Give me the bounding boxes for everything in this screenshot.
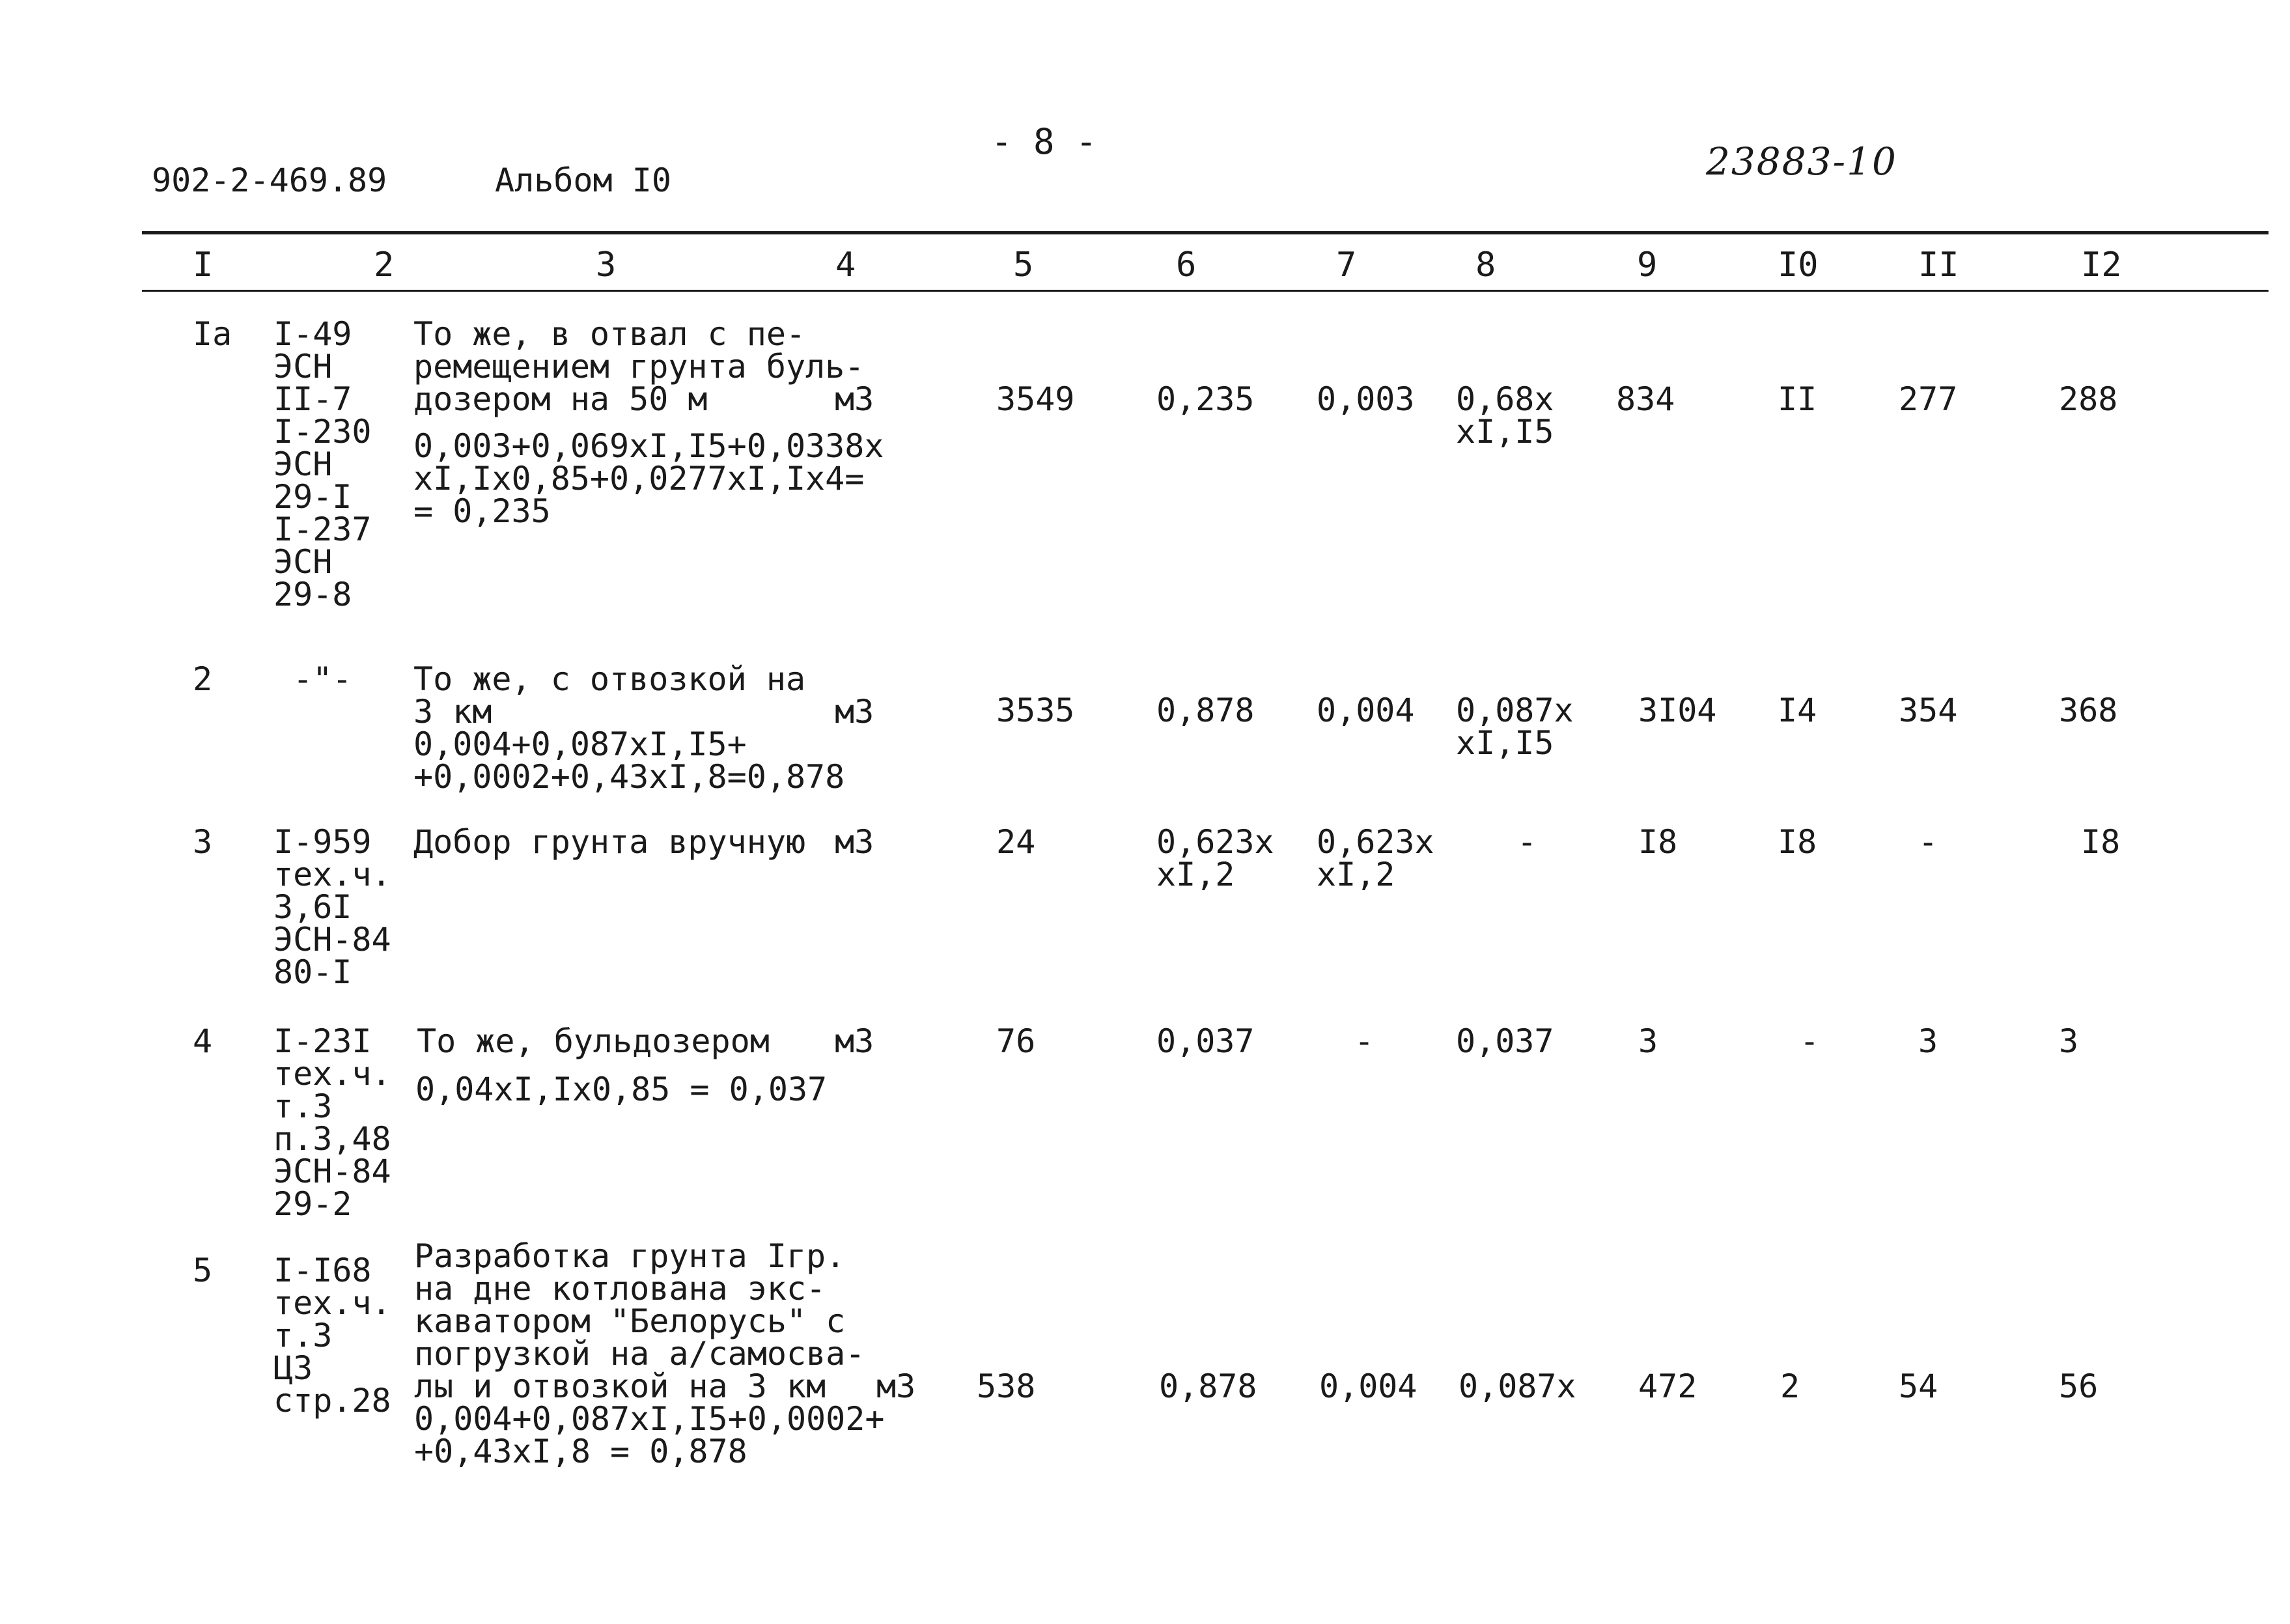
cell-col10: 2	[1780, 1367, 1800, 1405]
column-header: 9	[1637, 245, 1658, 285]
cell-col8: 0,037	[1456, 1022, 1554, 1060]
formula: 0,04xI,Ix0,85 = 0,037	[415, 1071, 828, 1108]
work-description: То же, в отвал с пе- ремещением грунта буль- дозером на 50 м	[413, 315, 865, 418]
work-description: То же, с отвозкой на 3 км	[413, 660, 806, 731]
cell-col6: 0,878	[1156, 692, 1255, 729]
cell-col11: -	[1918, 823, 1938, 861]
cell-col11: 354	[1899, 692, 1958, 729]
column-header: I	[193, 245, 214, 285]
cell-col8: 0,087x xI,I5	[1456, 692, 1574, 762]
cell-col7: 0,623x xI,2	[1317, 823, 1434, 893]
cell-col6: 0,235	[1156, 380, 1255, 418]
document-number: 902-2-469.89	[152, 161, 387, 199]
cell-col10: I4	[1778, 692, 1817, 729]
column-header: 7	[1336, 245, 1357, 285]
work-description: Добор грунта вручную	[413, 823, 806, 861]
cell-col6: 0,037	[1156, 1022, 1255, 1060]
cell-col12: 288	[2059, 380, 2118, 418]
unit: м3	[835, 693, 874, 731]
album-label: Альбом I0	[495, 161, 671, 199]
formula: 0,003+0,069xI,I5+0,0338x xI,Ix0,85+0,0277xI,Ix4= = 0,235	[413, 427, 884, 530]
norm-code: I-49 ЭСН II-7 I-230 ЭСН 29-I I-237 ЭСН 29-8	[273, 315, 372, 613]
cell-col5: 538	[977, 1367, 1036, 1405]
column-header: II	[1918, 245, 1959, 285]
formula: 0,004+0,087xI,I5+0,0002+ +0,43xI,8 = 0,878	[414, 1400, 885, 1470]
cell-col6: 0,878	[1159, 1367, 1257, 1405]
norm-code: -"-	[293, 660, 352, 698]
cell-col10: II	[1778, 380, 1817, 418]
handwritten-number: 23883-10	[1706, 139, 1897, 184]
unit: м3	[835, 380, 874, 418]
table-header-rule	[142, 290, 2269, 292]
cell-col11: 3	[1918, 1022, 1938, 1060]
cell-col5: 24	[996, 823, 1036, 861]
cell-col9: 3I04	[1638, 692, 1717, 729]
cell-col11: 54	[1899, 1367, 1938, 1405]
row-number: 4	[193, 1022, 213, 1060]
page-number: - 8 -	[991, 121, 1097, 162]
cell-col5: 3535	[996, 692, 1075, 729]
row-number: 2	[193, 660, 213, 698]
column-header: 3	[596, 245, 617, 285]
work-description: Разработка грунта Iгр. на дне котлована экс- каватором "Белорусь" с погрузкой на а/самосва- лы и отвозкой на 3 км	[414, 1237, 865, 1405]
cell-col6: 0,623x xI,2	[1156, 823, 1274, 893]
row-number: Ia	[193, 315, 232, 353]
work-description: То же, бульдозером	[417, 1022, 770, 1060]
cell-col11: 277	[1899, 380, 1958, 418]
column-header: 4	[835, 245, 856, 285]
norm-code: I-959 тех.ч. 3,6I ЭСН-84 80-I	[273, 823, 391, 991]
cell-col9: 834	[1616, 380, 1675, 418]
unit: м3	[876, 1367, 916, 1405]
formula: 0,004+0,087xI,I5+ +0,0002+0,43xI,8=0,878	[413, 725, 845, 796]
cell-col7: 0,004	[1317, 692, 1415, 729]
column-header: 2	[374, 245, 395, 285]
column-header: 8	[1475, 245, 1496, 285]
cell-col12: 368	[2059, 692, 2118, 729]
unit: м3	[835, 1022, 874, 1060]
column-header: 5	[1013, 245, 1034, 285]
column-header: I0	[1778, 245, 1819, 285]
norm-code: I-I68 тех.ч. т.3 Ц3 стр.28	[273, 1252, 391, 1420]
unit: м3	[835, 823, 874, 861]
table-top-rule	[142, 231, 2269, 234]
row-number: 5	[193, 1252, 213, 1289]
cell-col7: -	[1354, 1022, 1375, 1060]
cell-col7: 0,003	[1317, 380, 1415, 418]
cell-col9: 472	[1638, 1367, 1697, 1405]
cell-col7: 0,004	[1319, 1367, 1417, 1405]
cell-col8: 0,68x xI,I5	[1456, 380, 1554, 451]
cell-col10: -	[1800, 1022, 1820, 1060]
cell-col12: 3	[2059, 1022, 2079, 1060]
cell-col10: I8	[1778, 823, 1817, 861]
row-number: 3	[193, 823, 213, 861]
cell-col12: I8	[2081, 823, 2121, 861]
cell-col5: 76	[996, 1022, 1036, 1060]
cell-col5: 3549	[996, 380, 1075, 418]
cell-col8: -	[1517, 823, 1537, 861]
column-header: 6	[1176, 245, 1197, 285]
cell-col8: 0,087x	[1459, 1367, 1576, 1405]
cell-col9: 3	[1638, 1022, 1658, 1060]
cell-col9: I8	[1638, 823, 1678, 861]
norm-code: I-23I тех.ч. т.3 п.3,48 ЭСН-84 29-2	[273, 1022, 391, 1223]
cell-col12: 56	[2059, 1367, 2099, 1405]
column-header: I2	[2081, 245, 2122, 285]
